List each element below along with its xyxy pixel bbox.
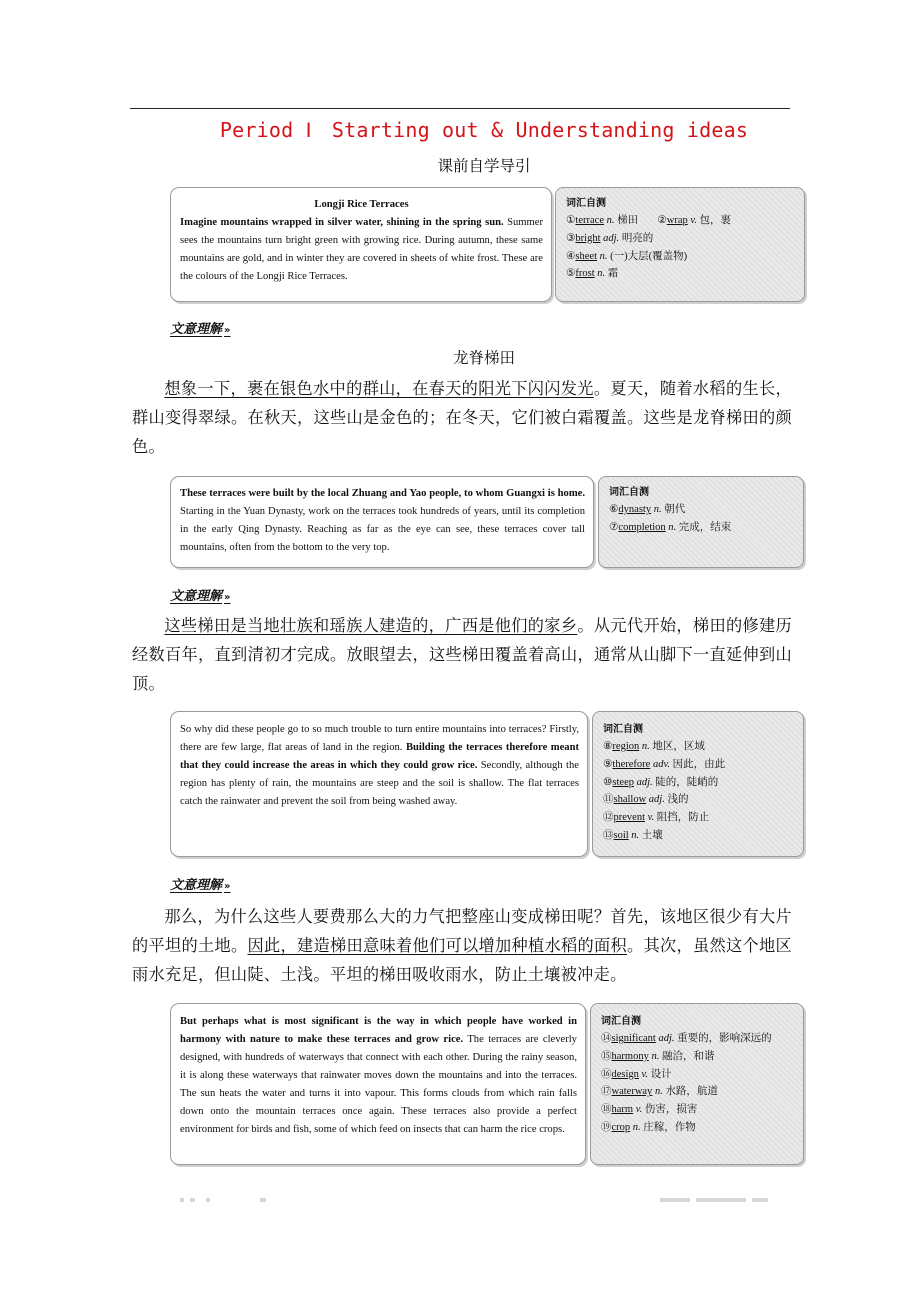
vocab-title: 词汇自测 [566, 198, 606, 209]
vocab-title: 词汇自测 [601, 1016, 641, 1027]
english-passage-3 [170, 711, 588, 857]
vocab-item: ⑲crop n. 庄稼，作物 [601, 1121, 696, 1133]
vocab-item: ⑦completion n. 完成，结束 [609, 521, 732, 533]
vocab-item: ⑭significant adj. 重要的，影响深远的 [601, 1033, 772, 1044]
vocab-item: ⑩steep adj. 陡的，陡峭的 [603, 776, 719, 788]
vocab-item: ⑨therefore adv. 因此，由此 [603, 758, 726, 770]
vocab-item: ①terrace n. 梯田 ②wrap v. 包，裹 [566, 215, 732, 226]
key-sentence: But perhaps what is most significant is the way in which people have worked in harmony with nature to make these terraces and grow rice. [180, 1016, 577, 1045]
vocab-item: ⑰waterway n. 水路，航道 [601, 1086, 718, 1098]
passage-text: The terraces are cleverly designed, with hundreds of waterways that connect with each other. During the rainy season, it is along these waterways that rainwater moves down the mountains and into the terraces. The sun heats the water and turns it into vapour. This forms clouds from which rain falls down onto the mountain terraces once again. These terraces also provide a perfect environment for birds and fish, some of which feed on insects that can harm the rice crops. [180, 1034, 577, 1135]
section-label: 文意理解 » [170, 589, 231, 604]
vocab-item: ⑫prevent v. 阻挡，防止 [603, 812, 710, 824]
english-passage-4 [170, 1003, 586, 1165]
section-label: 文意理解 » [170, 322, 231, 337]
vocab-box-4 [590, 1003, 804, 1165]
top-rule [130, 108, 790, 109]
passage-text: Summer sees the mountains turn bright green with growing rice. During autumn, these same mountains are gold, and in winter they are covered in sheets of white frost. These are the colours of the Longji Rice Terraces. [180, 217, 543, 282]
vocab-item: ⑬soil n. 土壤 [603, 829, 663, 841]
vocab-box-2 [598, 476, 804, 568]
vocab-box-3 [592, 711, 804, 857]
english-passage-2 [170, 476, 594, 568]
key-sentence: These terraces were built by the local Zhuang and Yao people, to whom Guangxi is home. [180, 488, 585, 499]
footer-mark-left [180, 1196, 280, 1204]
english-passage-1 [170, 187, 552, 302]
vocab-item: ③bright adj. 明亮的 [566, 232, 654, 244]
vocab-item: ⑧region n. 地区，区域 [603, 741, 705, 752]
vocab-item: ⑯design v. 设计 [601, 1068, 672, 1080]
vocab-item: ⑥dynasty n. 朝代 [609, 504, 686, 515]
chinese-translation-3: 那么，为什么这些人要费那么大的力气把整座山变成梯田呢？首先，该地区很少有大片的平坦的土地。因此，建造梯田意味着他们可以增加种植水稻的面积。其次，虽然这个地区雨水充足，但山陡、土浅。平坦的梯田吸收雨水，防止土壤被冲走。 [132, 907, 792, 984]
footer-mark-right [660, 1196, 770, 1204]
passage-text: So why did these people go to so much trouble to turn entire mountains into terraces? Firstly, there are few large, flat areas of land in the region. [180, 724, 579, 753]
vocab-title: 词汇自测 [603, 724, 643, 735]
vocab-item: ④sheet n. (一)大层(覆盖物) [566, 250, 688, 262]
chinese-translation-1: 想象一下，裹在银色水中的群山，在春天的阳光下闪闪发光。夏天，随着水稻的生长，群山变得翠绿。在秋天，这些山是金色的；在冬天，它们被白霜覆盖。这些是龙脊梯田的颜色。 [132, 379, 792, 456]
key-sentence: Building the terraces therefore meant that they could increase the areas in which they could grow rice. [180, 742, 580, 771]
section-label: 文意理解 » [170, 878, 231, 893]
page-subtitle: 课前自学导引 [437, 157, 531, 175]
vocab-item: ⑮harmony n. 融洽，和谐 [601, 1050, 715, 1062]
vocab-item: ⑪shallow adj. 浅的 [603, 794, 689, 806]
key-sentence: Imagine mountains wrapped in silver water, shining in the spring sun. [180, 217, 504, 228]
chinese-title: 龙脊梯田 [452, 349, 515, 367]
chinese-translation-2: 这些梯田是当地壮族和瑶族人建造的，广西是他们的家乡。从元代开始，梯田的修建历经数百年，直到清初才完成。放眼望去，这些梯田覆盖着高山，通常从山脚下一直延伸到山顶。 [132, 616, 792, 693]
vocab-item: ⑱harm v. 伤害，损害 [601, 1104, 698, 1116]
vocab-title: 词汇自测 [609, 487, 649, 498]
vocab-item: ⑤frost n. 霜 [566, 268, 619, 280]
page-title: Period Ⅰ Starting out & Understanding ideas [219, 118, 749, 142]
passage-text: Secondly, although the region has plenty of rain, the mountains are steep and the soil is shallow. The flat terraces catch the rainwater and prevent the soil from being washed away. [180, 760, 579, 807]
vocab-box-1 [555, 187, 805, 302]
passage-text: Starting in the Yuan Dynasty, work on the terraces took hundreds of years, until its completion in the early Qing Dynasty. Reaching as far as the eye can see, these terraces cover tall mountains, often from the bottom to the very top. [180, 506, 585, 553]
passage-title: Longji Rice Terraces [314, 199, 409, 210]
